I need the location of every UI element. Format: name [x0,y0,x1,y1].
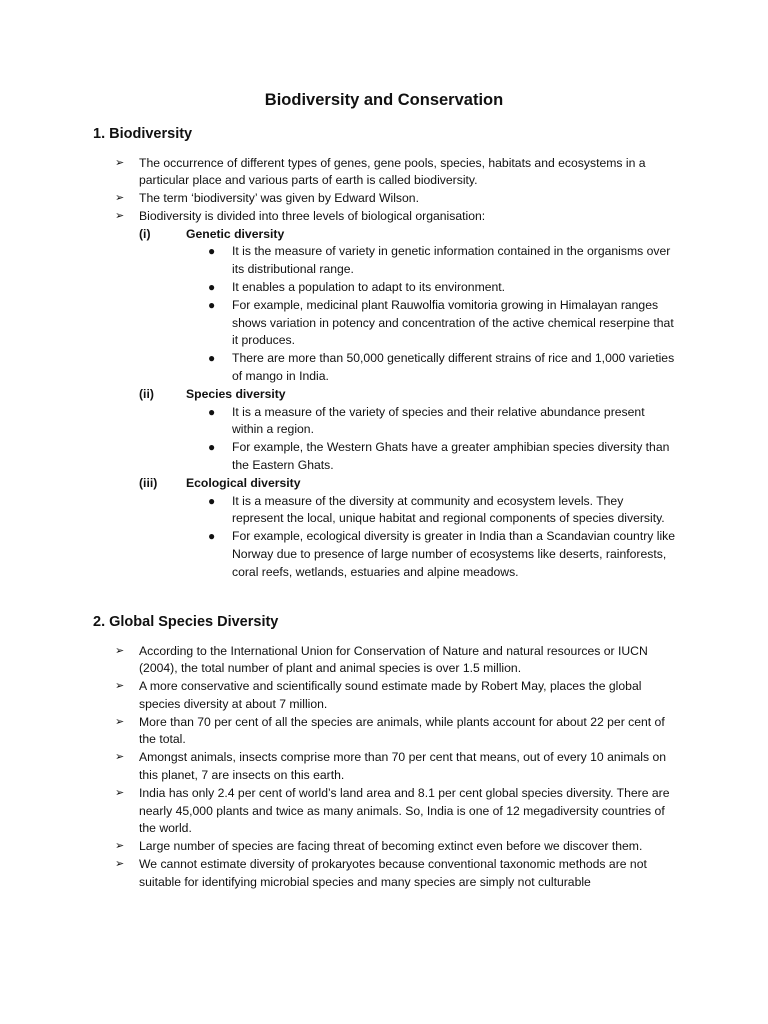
arrow-bullet-icon: ➢ [115,644,125,657]
list-item [0,493,768,529]
list-item [0,243,768,279]
level-number: (i) [139,226,151,241]
list-item-text: It enables a population to adapt to its environment. [232,280,506,295]
arrow-bullet-icon: ➢ [115,715,125,728]
list-item-text: According to the International Union for Conservation of Nature and natural resources or IUCN (2004), the total number of plant and animal species is over 1.5 million. [139,643,648,676]
biodiversity-list [0,155,768,582]
arrow-bullet-icon: ➢ [115,156,125,169]
level-name: Species diversity [186,386,286,401]
round-bullet-icon: ● [208,493,216,508]
round-bullet-icon: ● [208,351,216,366]
arrow-bullet-icon: ➢ [115,786,125,799]
list-item-text: It is a measure of the variety of species and their relative abundance present within a region. [232,404,645,437]
arrow-bullet-icon: ➢ [115,680,125,693]
arrow-bullet-icon: ➢ [115,840,125,853]
list-item-text: The occurrence of different types of genes, gene pools, species, habitats and ecosystems in a particular place and various parts of earth is called biodiversity. [139,155,646,188]
round-bullet-icon: ● [208,280,216,295]
list-item [0,714,768,750]
section-heading-biodiversity: 1. Biodiversity [93,126,193,142]
list-item-text: There are more than 50,000 genetically different strains of rice and 1,000 varieties of mango in India. [232,351,675,384]
list-item [0,678,768,714]
list-item [0,528,768,581]
list-item [0,643,768,679]
round-bullet-icon: ● [208,404,216,419]
level-heading-species [0,386,768,404]
section-heading-global-species-diversity: 2. Global Species Diversity [93,614,279,630]
list-item-text: India has only 2.4 per cent of world’s land area and 8.1 per cent global species diversity. There are nearly 45,000 plants and twice as many animals. So, India is one of 12 megadiversity countries of the world. [139,785,670,836]
round-bullet-icon: ● [208,244,216,259]
list-item [0,785,768,838]
round-bullet-icon: ● [208,297,216,312]
list-item [0,749,768,785]
arrow-bullet-icon: ➢ [115,192,125,205]
list-item-text: It is the measure of variety in genetic information contained in the organisms over its distributional range. [232,244,671,277]
list-item-text: Biodiversity is divided into three levels of biological organisation: [139,208,486,223]
list-item-text: For example, medicinal plant Rauwolfia vomitoria growing in Himalayan ranges shows variation in potency and concentration of the active chemical reserpine that it produces. [232,297,674,348]
document-title: Biodiversity and Conservation [264,91,504,109]
list-item-text: Amongst animals, insects comprise more than 70 per cent that means, out of every 10 animals on this planet, 7 are insects on this earth. [139,750,667,783]
list-item-text: For example, ecological diversity is greater in India than a Scandavian country like Norway due to presence of large number of ecosystems like deserts, rainforests, coral reefs, wetlands, estuaries and alpine meadows. [232,529,676,579]
level-name: Genetic diversity [186,226,285,241]
level-name: Ecological diversity [186,475,301,490]
level-number: (ii) [139,386,154,401]
list-item [0,404,768,440]
list-item-text: A more conservative and scientifically sound estimate made by Robert May, places the global species diversity at about 7 million. [139,679,642,711]
round-bullet-icon: ● [208,440,216,455]
list-item [0,439,768,475]
list-item [0,350,768,386]
list-item-text: Large number of species are facing threat of becoming extinct even before we discover them. [139,839,643,854]
list-item-text: It is a measure of the diversity at community and ecosystem levels. They represent the local, unique habitat and regional components of species diversity. [232,493,665,526]
list-item [0,155,768,191]
list-item [0,856,768,892]
arrow-bullet-icon: ➢ [115,858,125,871]
list-item-text: The term ‘biodiversity’ was given by Edward Wilson. [139,191,419,206]
level-heading-genetic [0,226,768,244]
list-item-text: We cannot estimate diversity of prokaryotes because conventional taxonomic methods are not suitable for identifying microbial species and many species are simply not culturable [139,857,647,889]
list-item-text: For example, the Western Ghats have a greater amphibian species diversity than the Eastern Ghats. [232,440,670,473]
list-item [0,297,768,350]
list-item [0,279,768,297]
arrow-bullet-icon: ➢ [115,209,125,222]
list-item [0,838,768,856]
list-item [0,190,768,208]
round-bullet-icon: ● [208,529,216,544]
global-species-list [0,643,768,892]
arrow-bullet-icon: ➢ [115,751,125,764]
list-item [0,208,768,226]
level-heading-ecological [0,475,768,493]
level-number: (iii) [139,475,158,490]
list-item-text: More than 70 per cent of all the species are animals, while plants account for about 22 per cent of the total. [139,714,665,747]
